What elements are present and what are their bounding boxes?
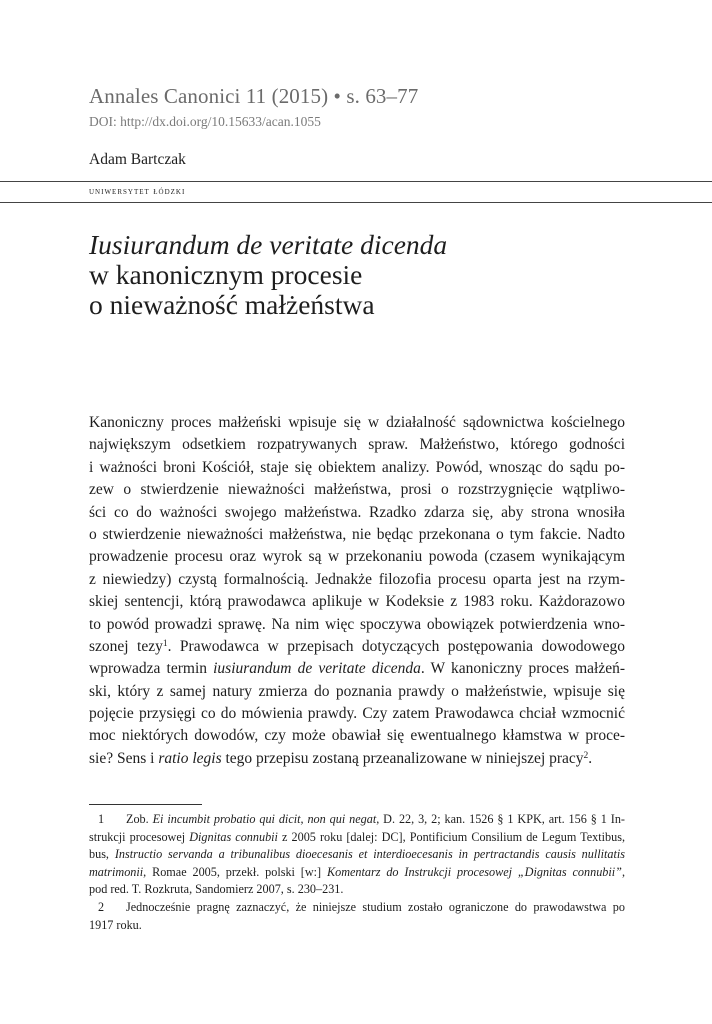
footnote-text: z 2005 roku [dalej: DC], Pontificium Consilium de Legum Textibus,	[277, 829, 625, 844]
body-line: Kanoniczny proces małżeński wpisuje się w działalność sądownictwa kościelnego	[89, 414, 625, 431]
footnote-text: , D. 22, 3, 2; kan. 1526 § 1 KPK, art. 156 § 1 In-	[376, 812, 625, 826]
body-line: ski, który z samej natury zmierza do poznania prawdy o małżeństwie, wpisuje się	[89, 682, 625, 700]
body-text-run: szonej tezy	[89, 637, 163, 655]
footnote-1-line	[89, 864, 625, 882]
body-text-run: wprowadza termin	[89, 660, 214, 678]
footnotes	[89, 811, 625, 934]
article-title	[89, 230, 649, 320]
body-line: największym odsetkiem rozpatrywanych spraw. Małżeństwo, którego godności	[89, 436, 625, 454]
journal-citation: Annales Canonici 11 (2015) • s. 63–77	[89, 84, 419, 108]
body-line: ści co do ważności swojego małżeństwa. Rzadko zdarza się, aby strona wnosiła	[89, 503, 625, 521]
author-name: Adam Bartczak	[89, 151, 186, 168]
footnote-italic: Dignitas connubii	[189, 829, 278, 844]
footnote-1-line	[89, 829, 625, 847]
body-line	[89, 636, 625, 658]
body-text-run: tego przepisu zostaną przeanalizowane w niniejszej pracy	[221, 749, 584, 767]
body-line: o stwierdzenie nieważności małżeństwa, nie będąc przekonana o tym fakcie. Nadto	[89, 525, 625, 543]
body-text-run: .	[588, 749, 593, 767]
body-line	[89, 748, 625, 770]
body-line: z niewiedzy) czystą formalnością. Jednakże filozofia procesu oparta jest na rzym-	[89, 570, 625, 588]
footnote-number: 2	[98, 899, 105, 914]
footnote-italic: matrimonii	[89, 864, 144, 879]
footnote-number: 1	[98, 812, 105, 826]
title-line-latin: Iusiurandum de veritate dicenda	[89, 229, 448, 260]
footnote-divider	[89, 804, 202, 805]
footnote-2-line: 1917 roku.	[89, 917, 142, 932]
footnote-1-line	[89, 811, 625, 829]
footnote-text: Zob.	[126, 812, 153, 826]
header-divider	[0, 181, 712, 182]
footnote-text: Jednocześnie pragnę zaznaczyć, że niniejsze studium zostało ograniczone do prawodawstwa po	[126, 899, 625, 914]
author-affiliation: uniwersytet łódzki	[89, 186, 186, 197]
footnote-text: ,	[621, 864, 625, 879]
affiliation-divider	[0, 202, 712, 203]
footnote-italic: Komentarz do Instrukcji procesowej „Dignitas connubii”	[326, 864, 622, 879]
body-line: pojęcie przysięgi co do mówienia prawdy. Czy zatem Prawodawca chciał wzmocnić	[89, 705, 625, 723]
body-line: prowadzenie procesu oraz wyrok są w przekonaniu powoda (czasem wynikającym	[89, 548, 625, 566]
footnote-italic: Ei incumbit probatio qui dicit, non qui negat	[152, 812, 377, 826]
latin-term: ratio legis	[158, 749, 222, 767]
title-line-2: w kanonicznym procesie	[89, 259, 363, 290]
doi-link[interactable]: DOI: http://dx.doi.org/10.15633/acan.1055	[89, 114, 321, 129]
footnote-1-line: bus, Instructio servanda a tribunalibus dioecesanis et interdioecesanis in pertractandis causis nullitatis	[89, 847, 626, 862]
footnote-text: , Romae 2005, przekł. polski [w:]	[143, 864, 327, 879]
footnote-1-line: pod red. T. Rozkruta, Sandomierz 2007, s. 230–231.	[89, 882, 344, 897]
footnote-text: strukcji procesowej	[89, 829, 190, 844]
footnote-ref-1[interactable]: 1	[162, 638, 168, 649]
title-line-3: o nieważność małżeństwa	[89, 289, 375, 320]
body-line: to powód prowadzi sprawę. Na nim więc spoczywa obowiązek potwierdzenia wno-	[89, 615, 625, 633]
body-line: moc niektórych dowodów, czy może obawiał się ewentualnego kłamstwa w proce-	[89, 727, 625, 745]
body-line: i ważności broni Kościół, staje się obiektem analizy. Powód, wnosząc do sądu po-	[89, 458, 625, 476]
body-text-run: sie? Sens i	[89, 749, 159, 767]
footnote-ref-2[interactable]: 2	[583, 750, 589, 761]
body-text-run: . W kanoniczny proces małżeń-	[420, 660, 625, 678]
footnote-italic: Instructio servanda a tribunalibus dioecesanis et interdioecesanis in pertractandis causis nullitatis	[114, 847, 626, 862]
latin-term: iusiurandum de veritate dicenda	[213, 660, 421, 678]
body-text-run: . Prawodawca w przepisach dotyczących postępowania dowodowego	[167, 637, 625, 655]
body-line: skiej sentencji, którą prawodawca aplikuje w Kodeksie z 1983 roku. Każdorazowo	[89, 593, 625, 611]
body-paragraph	[89, 412, 625, 770]
footnote-2-line	[89, 899, 625, 917]
body-line	[89, 658, 625, 680]
body-line: zew o stwierdzenie nieważności małżeństwa, prosi o rozstrzygnięcie wątpliwo-	[89, 481, 625, 499]
